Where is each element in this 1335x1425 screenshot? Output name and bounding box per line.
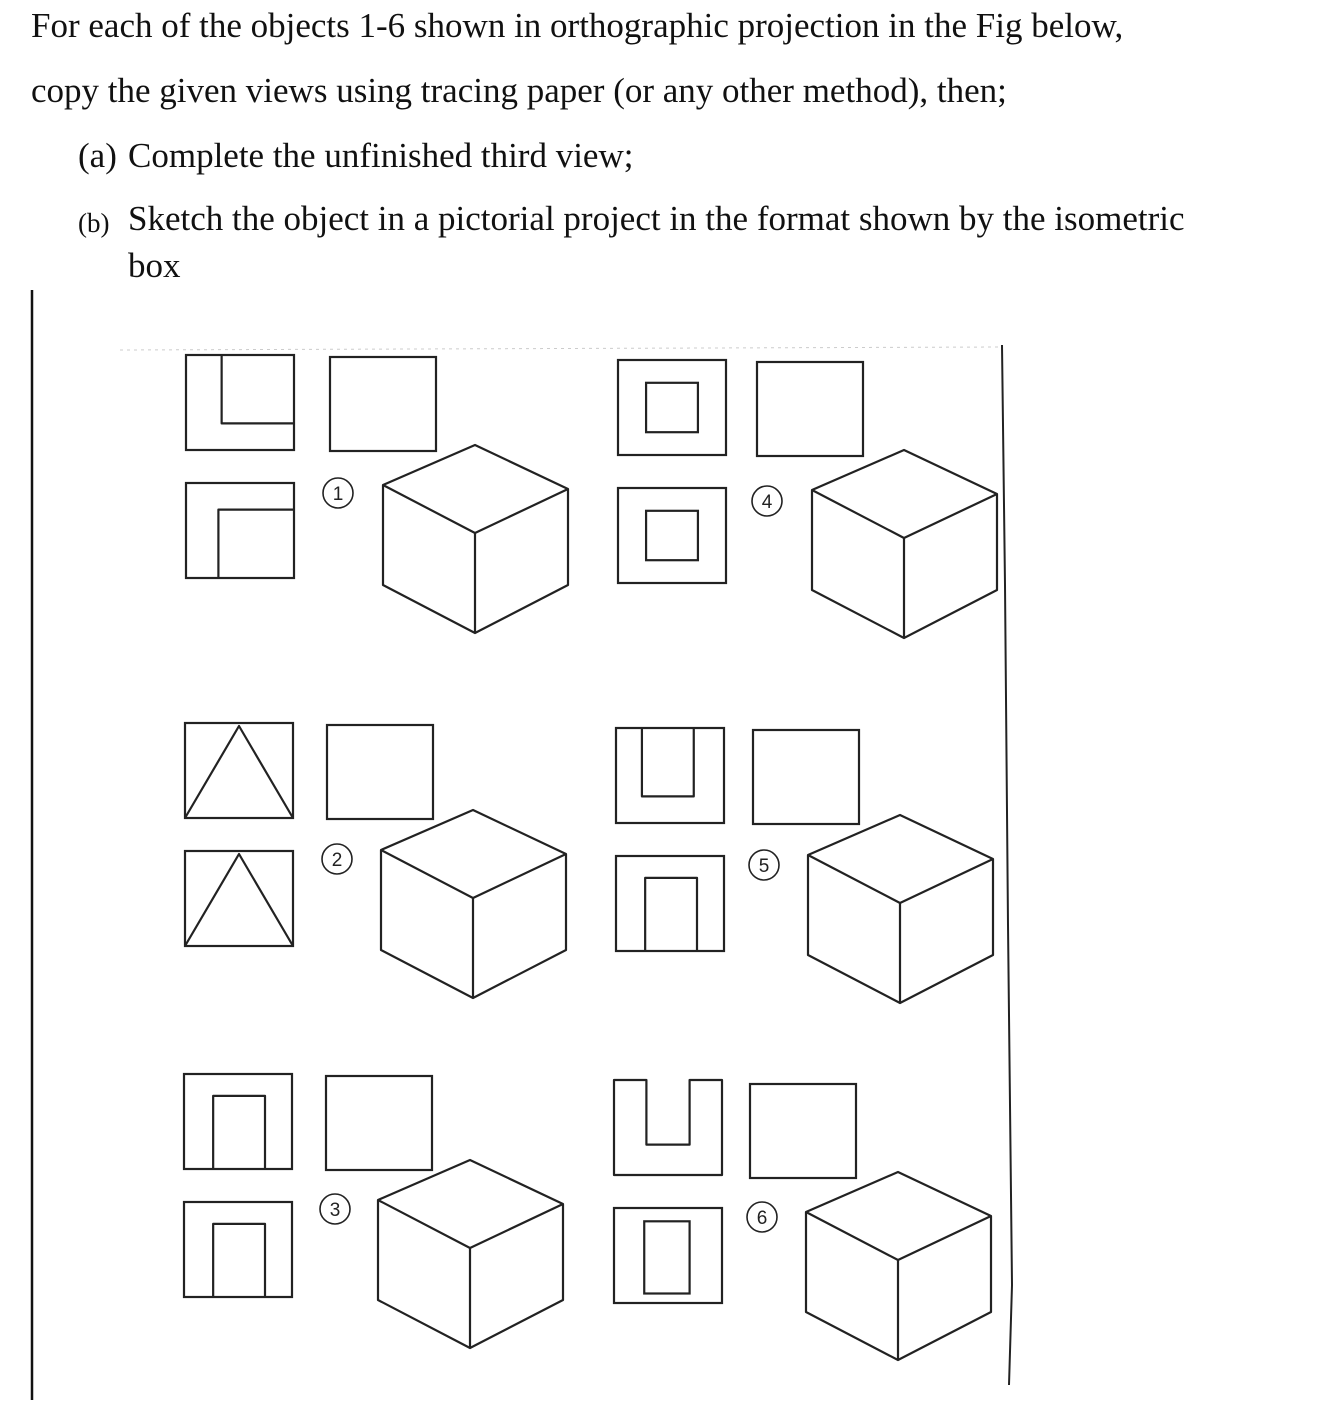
- front-view: [186, 483, 294, 578]
- front-view: [614, 1208, 722, 1303]
- isometric-box-top-edges: [812, 490, 997, 538]
- front-view: [618, 488, 726, 583]
- sheet-top-guide: [120, 347, 1000, 350]
- front-view: [616, 856, 724, 951]
- question-line-2: copy the given views using tracing paper (or any other method), then;: [31, 71, 1007, 110]
- view-detail-l-step: [222, 355, 294, 423]
- view-detail-triangle: [185, 854, 293, 946]
- view-outline: [618, 360, 726, 455]
- part-b-text-line-2: box: [128, 246, 181, 285]
- objects-layer: [184, 355, 997, 1360]
- object-3: [184, 1074, 563, 1348]
- view-outline: [184, 1202, 292, 1297]
- object-2: [185, 723, 566, 998]
- sheet-right-border: [1002, 345, 1012, 1385]
- isometric-box: [808, 815, 993, 1003]
- isometric-box-top-edges: [806, 1212, 991, 1260]
- view-outline: [184, 1074, 292, 1169]
- object-5: [616, 728, 993, 1003]
- view-detail-hole: [646, 511, 698, 560]
- top-view: [184, 1074, 292, 1169]
- view-detail-inner: [644, 1221, 689, 1293]
- unfinished-third-view: [753, 730, 859, 824]
- top-view: [185, 723, 293, 818]
- orthographic-figure: [0, 285, 1335, 1425]
- isometric-box-top-edges: [378, 1200, 563, 1248]
- view-detail-l-step: [218, 510, 294, 578]
- top-view: [616, 728, 724, 823]
- object-number: 3: [329, 1200, 341, 1221]
- view-outline: [186, 483, 294, 578]
- unfinished-third-view: [330, 357, 436, 451]
- object-number: 5: [758, 856, 770, 877]
- view-outline: [618, 488, 726, 583]
- isometric-box: [378, 1160, 563, 1348]
- isometric-box-top-edges: [383, 485, 568, 533]
- view-detail-triangle: [185, 726, 293, 818]
- isometric-box-top-edges: [381, 850, 566, 898]
- unfinished-third-view: [750, 1084, 856, 1178]
- top-view: [618, 360, 726, 455]
- view-detail-slot: [213, 1096, 265, 1169]
- object-1: [186, 355, 568, 633]
- object-number-badge: [322, 844, 352, 874]
- question-line-1: For each of the objects 1-6 shown in orthographic projection in the Fig below,: [31, 6, 1124, 45]
- view-detail-slot: [645, 878, 697, 951]
- view-detail-u-slot: [642, 728, 694, 796]
- view-outline: [616, 856, 724, 951]
- object-number-badge: [323, 478, 353, 508]
- object-number: 1: [332, 484, 344, 505]
- isometric-box: [383, 445, 568, 633]
- view-outline: [616, 728, 724, 823]
- unfinished-third-view: [327, 725, 433, 819]
- part-b-text-line-1: Sketch the object in a pictorial project in the format shown by the isometric: [128, 199, 1185, 238]
- unfinished-third-view: [326, 1076, 432, 1170]
- object-number-badge: [747, 1202, 777, 1232]
- object-number: 2: [331, 850, 343, 871]
- figure-canvas: [0, 285, 1335, 1425]
- view-outline: [614, 1080, 722, 1175]
- top-view: [186, 355, 294, 450]
- view-outline: [186, 355, 294, 450]
- view-outline: [185, 851, 293, 946]
- isometric-box: [812, 450, 997, 638]
- view-detail-slot: [213, 1224, 265, 1297]
- front-view: [185, 851, 293, 946]
- part-a-text: Complete the unfinished third view;: [128, 136, 634, 175]
- view-detail-hole: [646, 383, 698, 432]
- front-view: [184, 1202, 292, 1297]
- object-number: 4: [761, 492, 773, 513]
- object-number-badge: [752, 486, 782, 516]
- top-view: [614, 1080, 722, 1175]
- isometric-box: [381, 810, 566, 998]
- object-number: 6: [756, 1208, 768, 1229]
- part-a-marker: (a): [78, 136, 117, 175]
- object-number-badge: [749, 850, 779, 880]
- view-outline: [185, 723, 293, 818]
- unfinished-third-view: [757, 362, 863, 456]
- isometric-box: [806, 1172, 991, 1360]
- object-6: [614, 1080, 991, 1360]
- object-number-badge: [320, 1194, 350, 1224]
- isometric-box-top-edges: [808, 855, 993, 903]
- object-4: [618, 360, 997, 638]
- part-b-marker: (b): [78, 208, 110, 238]
